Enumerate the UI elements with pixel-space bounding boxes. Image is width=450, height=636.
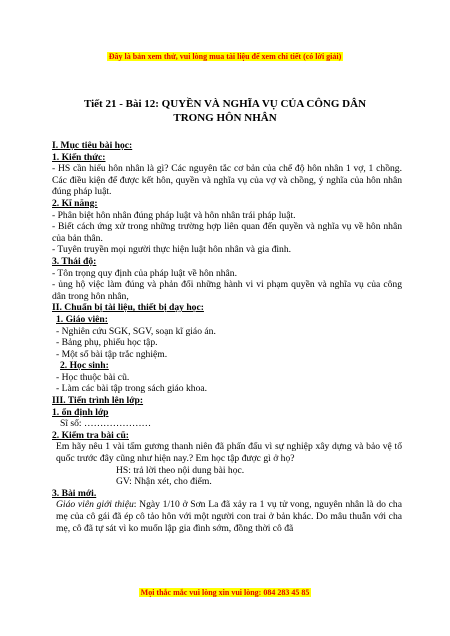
paragraph-knowledge: - HS cần hiểu hôn nhân là gì? Các nguyên tắc cơ bản của chế độ hôn nhân 1 vợ, 1 chồng. Các điều kiện để được kết hôn, quyền và nghĩa vụ của vợ và chồng, ý nghĩa của hôn nhân đúng pháp luật. [52, 163, 402, 198]
contact-banner [0, 588, 450, 598]
preview-banner [0, 52, 450, 62]
document-body [52, 140, 402, 534]
paragraph-teacher-1: - Nghiên cứu SGK, SGV, soạn kĩ giáo án. [56, 325, 216, 337]
section-heading-preparation: II. Chuẩn bị tài liệu, thiết bị dạy học: [52, 302, 204, 314]
subheading-student: 2. Học sinh: [60, 360, 109, 372]
introduction-text: : Ngày 1/10 ở Sơn La đã xảy ra 1 vụ tử vong, nguyên nhân là do cha mẹ của cô gái đã ép cô tảo hôn với một người con trai ở bản khác. Do mâu thuẫn với cha mẹ, cô đã tự sát vì ko muốn lập gia đình sớm, đồng thời cô đã [56, 499, 402, 534]
paragraph-review-gv: GV: Nhận xét, cho điểm. [116, 476, 212, 488]
paragraph-student-1: - Học thuộc bài cũ. [56, 371, 130, 383]
paragraph-attitude-2: - ủng hộ việc làm đúng và phản đối những hành vi vi phạm quyền và nghĩa vụ của công dân trong hôn nhân, [52, 279, 402, 302]
section-heading-objectives: I. Mục tiêu bài học: [52, 140, 133, 151]
subheading-skills: 2. Kĩ năng: [52, 197, 98, 209]
introduction-label: Giáo viên giới thiệu [56, 499, 134, 511]
paragraph-review-question: Em hãy nêu 1 vài tấm gương thanh niên đã phấn đấu vì sự nghiệp xây dựng và bảo vệ tổ quốc trước đây cũng như hiện nay.? Em học tập được gì ở họ? [56, 441, 402, 465]
paragraph-introduction [52, 499, 402, 534]
paragraph-skill-3: - Tuyên truyền mọi người thực hiện luật hôn nhân và gia đình. [52, 244, 292, 256]
paragraph-attitude-1: - Tôn trọng quy định của pháp luật về hôn nhân. [52, 267, 237, 279]
subheading-class-setup: 1. ổn định lớp [52, 406, 109, 418]
lesson-title-line1: Tiết 21 - Bài 12: QUYỀN VÀ NGHĨA VỤ CỦA CÔNG DÂN [83, 98, 367, 110]
preview-banner-text: Đây là bản xem thử, vui lòng mua tài liệu để xem chi tiết (có lời giải) [108, 52, 342, 61]
paragraph-teacher-3: - Một số bài tập trắc nghiệm. [56, 348, 168, 360]
paragraph-review-hs: HS: trả lời theo nội dung bài học. [116, 464, 245, 476]
paragraph-skill-2: - Biết cách ứng xử trong những trường hợp liên quan đến quyền và nghĩa vụ về hôn nhân của bản thân. [52, 221, 402, 244]
paragraph-skill-1: - Phân biệt hôn nhân đúng pháp luật và hôn nhân trái pháp luật. [52, 209, 296, 221]
subheading-new-lesson: 3. Bài mới. [52, 487, 97, 499]
paragraph-teacher-2: - Bảng phụ, phiếu học tập. [56, 337, 158, 349]
contact-banner-text: Mọi thắc mắc vui lòng xin vui lòng: 084 283 45 85 [140, 588, 310, 597]
section-heading-procedure: III. Tiến trình lên lớp: [52, 395, 144, 407]
paragraph-student-2: - Làm các bài tập trong sách giáo khoa. [56, 383, 208, 395]
lesson-title-line2: TRONG HÔN NHÂN [173, 112, 277, 124]
paragraph-attendance: Sĩ số: ………………… [60, 418, 152, 430]
subheading-attitude: 3. Thái độ: [52, 255, 97, 267]
subheading-knowledge: 1. Kiến thức: [52, 151, 106, 163]
subheading-teacher: 1. Giáo viên: [56, 313, 108, 325]
subheading-review: 2. Kiểm tra bài cũ: [52, 429, 130, 441]
